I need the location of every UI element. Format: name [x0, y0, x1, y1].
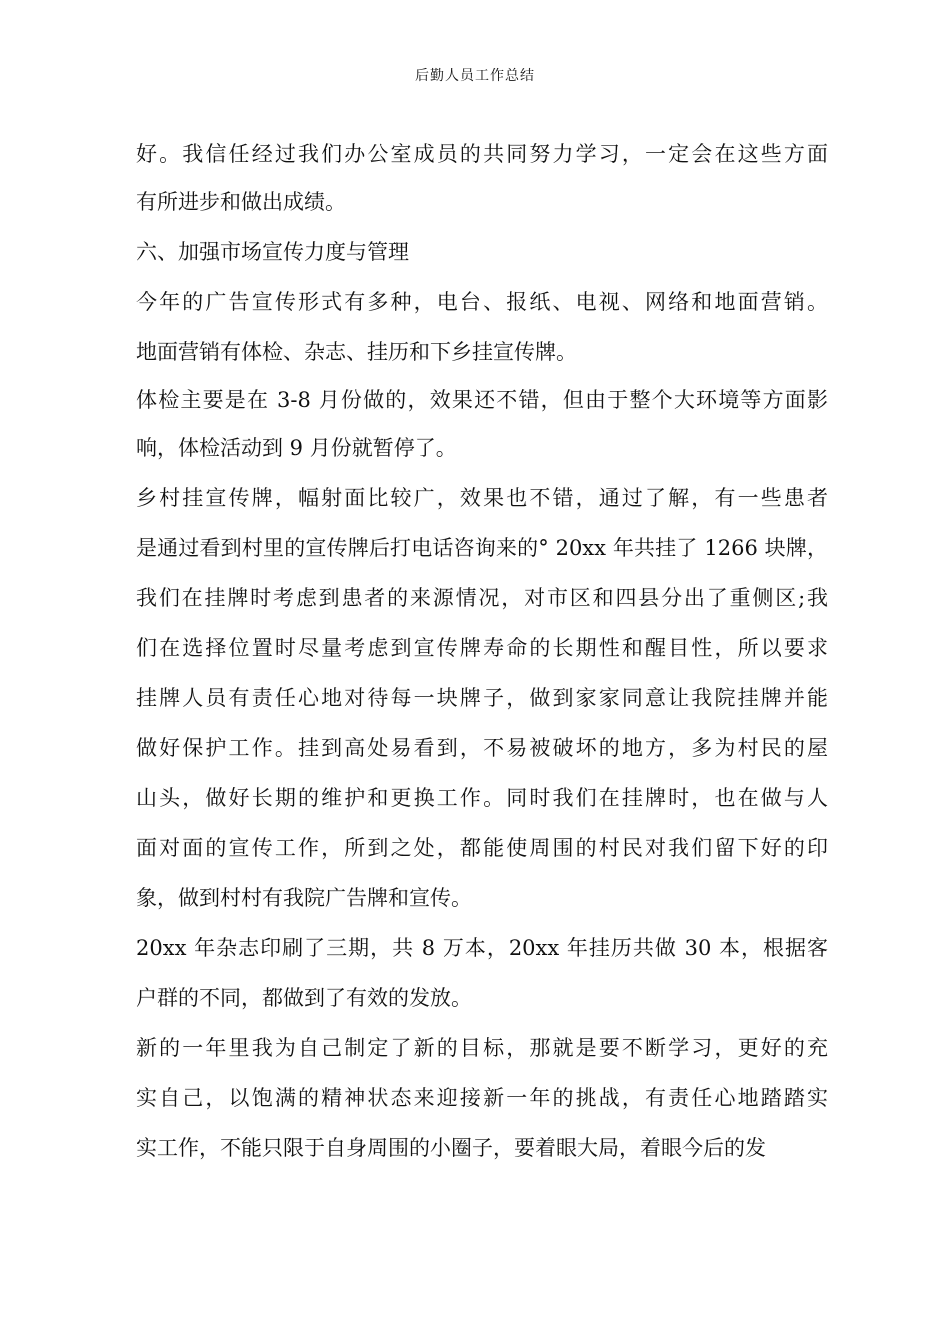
text-line: 地面营销有体检、杂志、挂历和下乡挂宣传牌。	[136, 340, 577, 364]
text-line: 响，体检活动到 9 月份就暂停了。	[136, 436, 457, 460]
section-heading: 六、加强市场宣传力度与管理	[136, 240, 409, 264]
text-line: 户群的不同，都做到了有效的发放。	[136, 986, 472, 1010]
text-line: 象，做到村村有我院广告牌和宣传。	[136, 886, 472, 910]
text-line: 是通过看到村里的宣传牌后打电话咨询来的° 20xx 年共挂了 1266 块牌，	[136, 536, 828, 560]
text-line: 好。我信任经过我们办公室成员的共同努力学习，一定会在这些方面	[136, 142, 828, 166]
text-line: 做好保护工作。挂到高处易看到，不易被破坏的地方，多为村民的屋	[136, 736, 828, 760]
text-line: 实自己，以饱满的精神状态来迎接新一年的挑战，有责任心地踏踏实	[136, 1086, 828, 1110]
text-line: 我们在挂牌时考虑到患者的来源情况，对市区和四县分出了重侧区;我	[136, 586, 828, 610]
text-line: 乡村挂宣传牌，幅射面比较广，效果也不错，通过了解，有一些患者	[136, 486, 828, 510]
text-line: 面对面的宣传工作，所到之处，都能使周围的村民对我们留下好的印	[136, 836, 828, 860]
page-header-title: 后勤人员工作总结	[415, 68, 535, 84]
text-line: 山头，做好长期的维护和更换工作。同时我们在挂牌时，也在做与人	[136, 786, 828, 810]
text-line: 挂牌人员有责任心地对待每一块牌子，做到家家同意让我院挂牌并能	[136, 686, 828, 710]
text-line: 新的一年里我为自己制定了新的目标，那就是要不断学习，更好的充	[136, 1036, 828, 1060]
text-line: 体检主要是在 3-8 月份做的，效果还不错，但由于整个大环境等方面影	[136, 388, 828, 412]
text-line: 今年的广告宣传形式有多种，电台、报纸、电视、网络和地面营销。	[136, 290, 828, 314]
text-line: 实工作，不能只限于自身周围的小圈子，要着眼大局，着眼今后的发	[136, 1136, 766, 1160]
text-line: 们在选择位置时尽量考虑到宣传牌寿命的长期性和醒目性，所以要求	[136, 636, 828, 660]
text-line: 有所进步和做出成绩。	[136, 190, 346, 214]
text-line: 20xx 年杂志印刷了三期，共 8 万本，20xx 年挂历共做 30 本，根据客	[136, 936, 828, 960]
